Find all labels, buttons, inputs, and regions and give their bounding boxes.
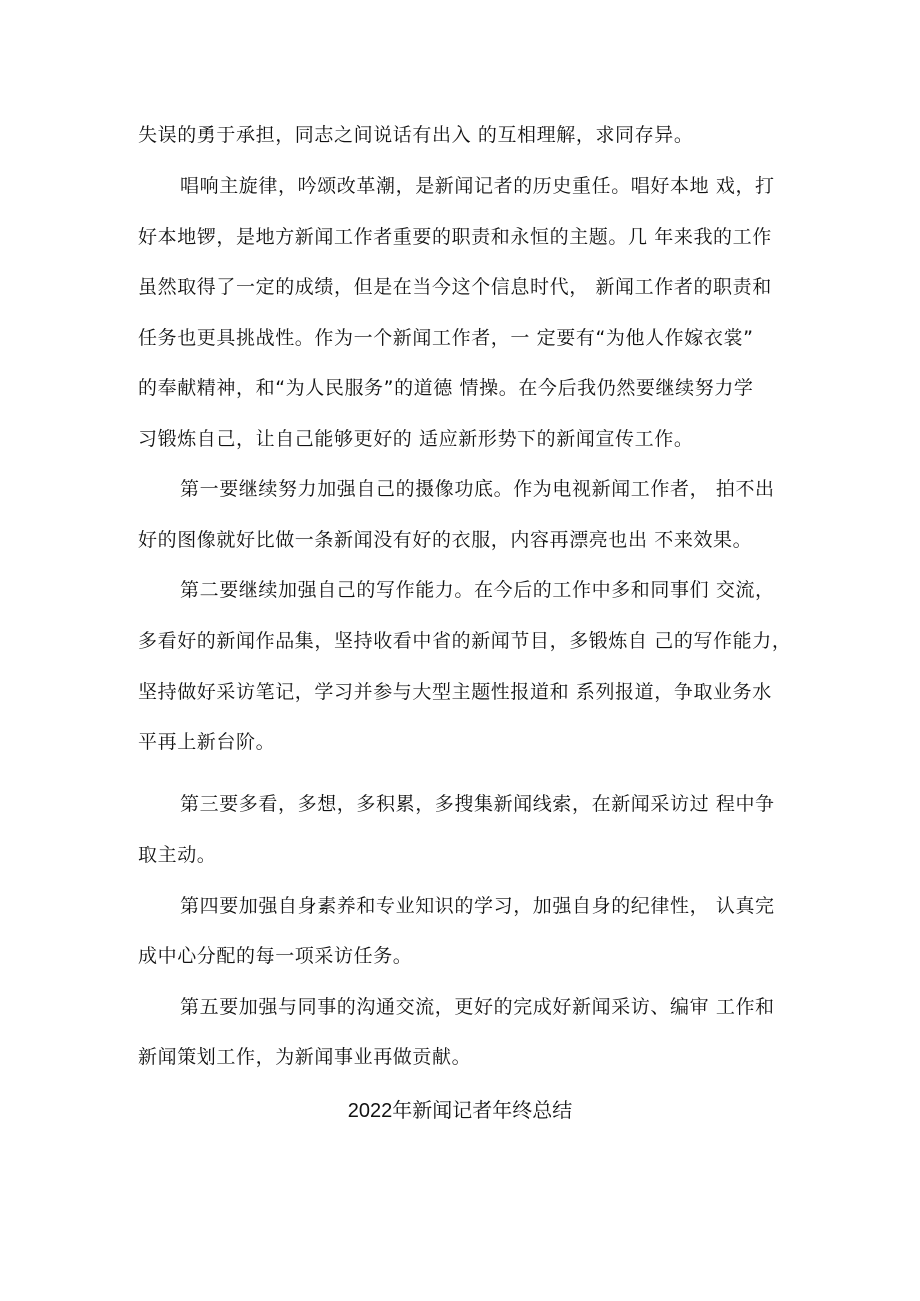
paragraph-1-line-1: 失误的勇于承担，同志之间说话有出入 的互相理解，求同存异。	[138, 124, 694, 146]
paragraph-4-line-3: 坚持做好采访笔记，学习并参与大型主题性报道和 系列报道，争取业务水	[138, 681, 772, 703]
paragraph-4-line-1: 第二要继续加强自己的写作能力。在今后的工作中多和同事们 交流，	[180, 579, 775, 601]
paragraph-6-line-2: 成中心分配的每一项采访任务。	[138, 945, 413, 967]
paragraph-5-line-1: 第三要多看，多想，多积累，多搜集新闻线索，在新闻采访过 程中争	[180, 793, 775, 815]
document-title: 2022年新闻记者年终总结	[347, 1100, 573, 1122]
paragraph-3-line-1: 第一要继续努力加强自己的摄像功底。作为电视新闻工作者， 拍不出	[180, 478, 775, 500]
paragraph-7-line-1: 第五要加强与同事的沟通交流，更好的完成好新闻采访、编审 工作和	[180, 996, 775, 1018]
paragraph-7-line-2: 新闻策划工作，为新闻事业再做贡献。	[138, 1046, 472, 1068]
paragraph-4-line-2: 多看好的新闻作品集，坚持收看中省的新闻节目，多锻炼自 己的写作能力，	[138, 630, 792, 652]
paragraph-6-line-1: 第四要加强自身素养和专业知识的学习，加强自身的纪律性， 认真完	[180, 895, 775, 917]
paragraph-2-line-2: 好本地锣，是地方新闻工作者重要的职责和永恒的主题。几 年来我的工作	[138, 226, 772, 248]
paragraph-2-line-6: 习锻炼自己，让自己能够更好的 适应新形势下的新闻宣传工作。	[138, 428, 694, 450]
paragraph-2-line-5: 的奉献精神，和“为人民服务”的道德 情操。在今后我仍然要继续努力学	[138, 377, 754, 399]
paragraph-2-line-4: 任务也更具挑战性。作为一个新闻工作者，一 定要有“为他人作嫁衣裳”	[138, 327, 754, 349]
paragraph-2-line-1: 唱响主旋律，吟颂改革潮，是新闻记者的历史重任。唱好本地 戏，打	[180, 175, 775, 197]
paragraph-4-line-4: 平再上新台阶。	[138, 731, 276, 753]
paragraph-2-line-3: 虽然取得了一定的成绩，但是在当今这个信息时代， 新闻工作者的职责和	[138, 276, 772, 298]
paragraph-3-line-2: 好的图像就好比做一条新闻没有好的衣服，内容再漂亮也出 不来效果。	[138, 529, 753, 551]
paragraph-5-line-2: 取主动。	[138, 844, 217, 866]
